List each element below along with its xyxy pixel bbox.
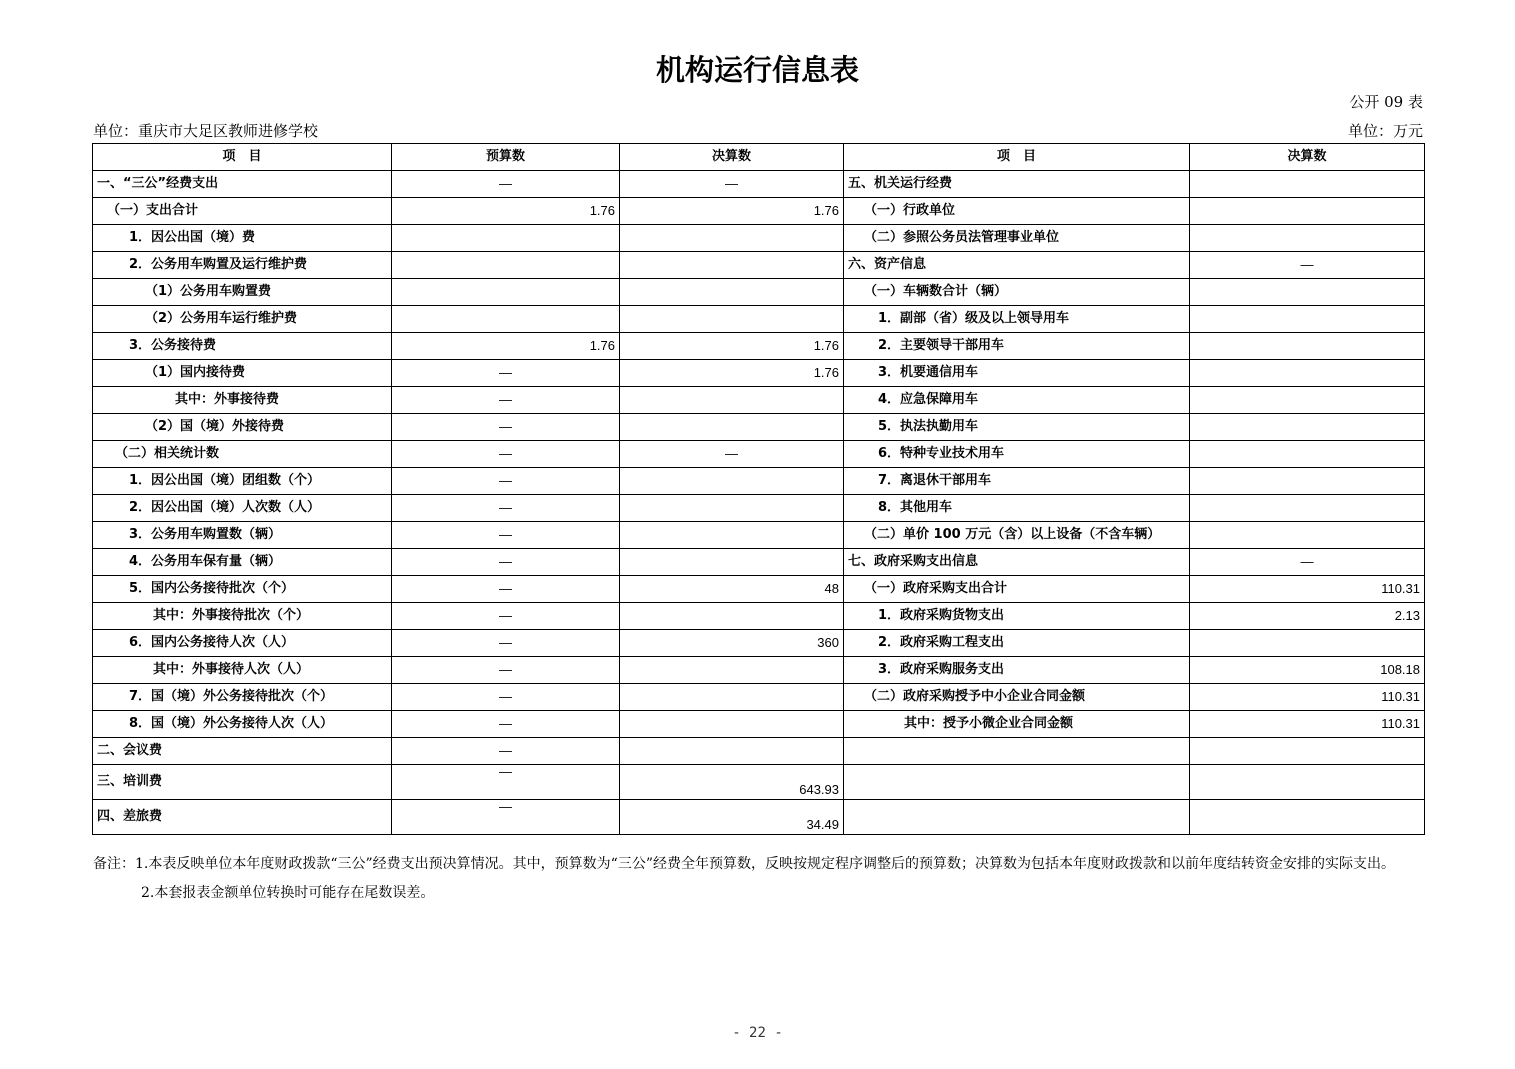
final-value-right (1190, 225, 1425, 252)
header-final: 决算数 (620, 144, 844, 171)
final-value-right (1190, 333, 1425, 360)
final-value-right (1190, 522, 1425, 549)
budget-value (392, 252, 620, 279)
table-row (93, 333, 1425, 360)
row-label: 其中：外事接待批次（个） (93, 603, 392, 630)
final-value-right (1190, 738, 1425, 765)
final-value-right (1190, 387, 1425, 414)
row-label-right: （二）单价 100 万元（含）以上设备（不含车辆） (844, 522, 1190, 549)
final-value-right (1190, 468, 1425, 495)
row-label-right: （一）行政单位 (844, 198, 1190, 225)
budget-value: — (392, 684, 620, 711)
row-label: 8．国（境）外公务接待人次（人） (93, 711, 392, 738)
final-value: — (620, 441, 844, 468)
final-value-right (1190, 171, 1425, 198)
budget-value (392, 225, 620, 252)
note-2: 2.本套报表金额单位转换时可能存在尾数误差。 (141, 885, 435, 901)
budget-value: — (392, 800, 620, 835)
row-label-right: 2．主要领导干部用车 (844, 333, 1190, 360)
table-row (93, 279, 1425, 306)
header-item-right: 项 目 (844, 144, 1190, 171)
row-label: （2）公务用车运行维护费 (93, 306, 392, 333)
reporting-unit: 单位：重庆市大足区教师进修学校 (93, 122, 319, 140)
final-value-right (1190, 279, 1425, 306)
final-value: 1.76 (620, 360, 844, 387)
budget-value: — (392, 657, 620, 684)
final-value: 360 (620, 630, 844, 657)
row-label: （一）支出合计 (93, 198, 392, 225)
budget-value: — (392, 549, 620, 576)
row-label: 4．公务用车保有量（辆） (93, 549, 392, 576)
table-row (93, 414, 1425, 441)
row-label: 四、差旅费 (93, 800, 392, 835)
currency-unit: 单位：万元 (1347, 122, 1423, 140)
final-value (620, 468, 844, 495)
budget-value: — (392, 603, 620, 630)
row-label: 3．公务接待费 (93, 333, 392, 360)
table-row (93, 738, 1425, 765)
table-row (93, 765, 1425, 800)
row-label: 其中：外事接待人次（人） (93, 657, 392, 684)
table-row (93, 576, 1425, 603)
header-final-right: 决算数 (1190, 144, 1425, 171)
final-value (620, 657, 844, 684)
final-value: — (620, 171, 844, 198)
budget-value: — (392, 441, 620, 468)
row-label-right: 3．政府采购服务支出 (844, 657, 1190, 684)
final-value: 48 (620, 576, 844, 603)
final-value (620, 738, 844, 765)
table-row (93, 441, 1425, 468)
final-value: 34.49 (620, 800, 844, 835)
row-label: 二、会议费 (93, 738, 392, 765)
row-label: 5．国内公务接待批次（个） (93, 576, 392, 603)
final-value-right (1190, 306, 1425, 333)
final-value (620, 306, 844, 333)
row-label: 1．因公出国（境）团组数（个） (93, 468, 392, 495)
table-row (93, 225, 1425, 252)
row-label: （二）相关统计数 (93, 441, 392, 468)
table-row (93, 657, 1425, 684)
table-header-row (93, 144, 1425, 171)
final-value-right (1190, 765, 1425, 800)
final-value-right (1190, 800, 1425, 835)
budget-value: — (392, 630, 620, 657)
final-value-right: 110.31 (1190, 576, 1425, 603)
budget-value: — (392, 576, 620, 603)
final-value (620, 603, 844, 630)
budget-value: — (392, 414, 620, 441)
table-row (93, 549, 1425, 576)
final-value (620, 252, 844, 279)
table-row (93, 684, 1425, 711)
row-label-right: 3．机要通信用车 (844, 360, 1190, 387)
page-title: 机构运行信息表 (655, 53, 859, 87)
row-label-right: （二）政府采购授予中小企业合同金额 (844, 684, 1190, 711)
row-label-right: 5．执法执勤用车 (844, 414, 1190, 441)
table-row (93, 306, 1425, 333)
table-body (93, 171, 1425, 835)
final-value-right: 110.31 (1190, 684, 1425, 711)
row-label-right: 1．政府采购货物支出 (844, 603, 1190, 630)
table-row (93, 468, 1425, 495)
final-value-right: 2.13 (1190, 603, 1425, 630)
notes (93, 850, 1483, 908)
row-label-right: 七、政府采购支出信息 (844, 549, 1190, 576)
row-label-right: 2．政府采购工程支出 (844, 630, 1190, 657)
table-row (93, 603, 1425, 630)
row-label: （1）国内接待费 (93, 360, 392, 387)
final-value (620, 684, 844, 711)
final-value-right (1190, 414, 1425, 441)
row-label: 7．国（境）外公务接待批次（个） (93, 684, 392, 711)
row-label: 2．因公出国（境）人次数（人） (93, 495, 392, 522)
row-label-right: （一）政府采购支出合计 (844, 576, 1190, 603)
table-row (93, 171, 1425, 198)
final-value-right: 110.31 (1190, 711, 1425, 738)
row-label-right: 五、机关运行经费 (844, 171, 1190, 198)
final-value (620, 225, 844, 252)
budget-value: — (392, 387, 620, 414)
final-value (620, 549, 844, 576)
row-label: 三、培训费 (93, 765, 392, 800)
budget-value: 1.76 (392, 333, 620, 360)
final-value (620, 522, 844, 549)
budget-value: — (392, 711, 620, 738)
row-label: （2）国（境）外接待费 (93, 414, 392, 441)
row-label-right (844, 738, 1190, 765)
budget-value: — (392, 738, 620, 765)
row-label-right: （二）参照公务员法管理事业单位 (844, 225, 1190, 252)
final-value (620, 414, 844, 441)
table-row (93, 252, 1425, 279)
final-value-right (1190, 441, 1425, 468)
table-row (93, 522, 1425, 549)
budget-value: — (392, 495, 620, 522)
table-row (93, 495, 1425, 522)
row-label: 2．公务用车购置及运行维护费 (93, 252, 392, 279)
row-label-right: 8．其他用车 (844, 495, 1190, 522)
budget-value (392, 279, 620, 306)
budget-value: — (392, 171, 620, 198)
final-value (620, 711, 844, 738)
row-label-right (844, 800, 1190, 835)
row-label-right: 4．应急保障用车 (844, 387, 1190, 414)
final-value: 1.76 (620, 333, 844, 360)
row-label: 6．国内公务接待人次（人） (93, 630, 392, 657)
budget-value: 1.76 (392, 198, 620, 225)
final-value: 643.93 (620, 765, 844, 800)
table-row (93, 198, 1425, 225)
budget-value: — (392, 468, 620, 495)
final-value (620, 279, 844, 306)
table-row (93, 630, 1425, 657)
final-value-right (1190, 198, 1425, 225)
note-1: 备注：1.本表反映单位本年度财政拨款“三公”经费支出预决算情况。其中，预算数为“三公”经费全年预算数，反映按规定程序调整后的预算数；决算数为包括本年度财政拨款和以前年度结转资金安排的实际支出。 (93, 856, 1395, 872)
form-number: 公开 09 表 (1349, 93, 1423, 111)
final-value-right: 108.18 (1190, 657, 1425, 684)
row-label-right: 1．副部（省）级及以上领导用车 (844, 306, 1190, 333)
final-value: 1.76 (620, 198, 844, 225)
row-label-right (844, 765, 1190, 800)
row-label-right: 7．离退休干部用车 (844, 468, 1190, 495)
final-value-right (1190, 495, 1425, 522)
final-value-right (1190, 360, 1425, 387)
final-value-right (1190, 630, 1425, 657)
row-label-right: 其中：授予小微企业合同金额 (844, 711, 1190, 738)
budget-value (392, 306, 620, 333)
row-label: 其中：外事接待费 (93, 387, 392, 414)
row-label: （1）公务用车购置费 (93, 279, 392, 306)
final-value (620, 495, 844, 522)
budget-value: — (392, 522, 620, 549)
budget-value: — (392, 360, 620, 387)
row-label: 3．公务用车购置数（辆） (93, 522, 392, 549)
row-label-right: 六、资产信息 (844, 252, 1190, 279)
table-row (93, 360, 1425, 387)
table-row (93, 711, 1425, 738)
row-label-right: （一）车辆数合计（辆） (844, 279, 1190, 306)
row-label: 一、“三公”经费支出 (93, 171, 392, 198)
info-table (92, 143, 1425, 835)
table-row (93, 387, 1425, 414)
header-item: 项 目 (93, 144, 392, 171)
table-row (93, 800, 1425, 835)
row-label-right: 6．特种专业技术用车 (844, 441, 1190, 468)
budget-value: — (392, 765, 620, 800)
page-number: - 22 - (732, 1025, 783, 1041)
row-label: 1．因公出国（境）费 (93, 225, 392, 252)
final-value-right: — (1190, 549, 1425, 576)
final-value (620, 387, 844, 414)
header-budget: 预算数 (392, 144, 620, 171)
final-value-right: — (1190, 252, 1425, 279)
